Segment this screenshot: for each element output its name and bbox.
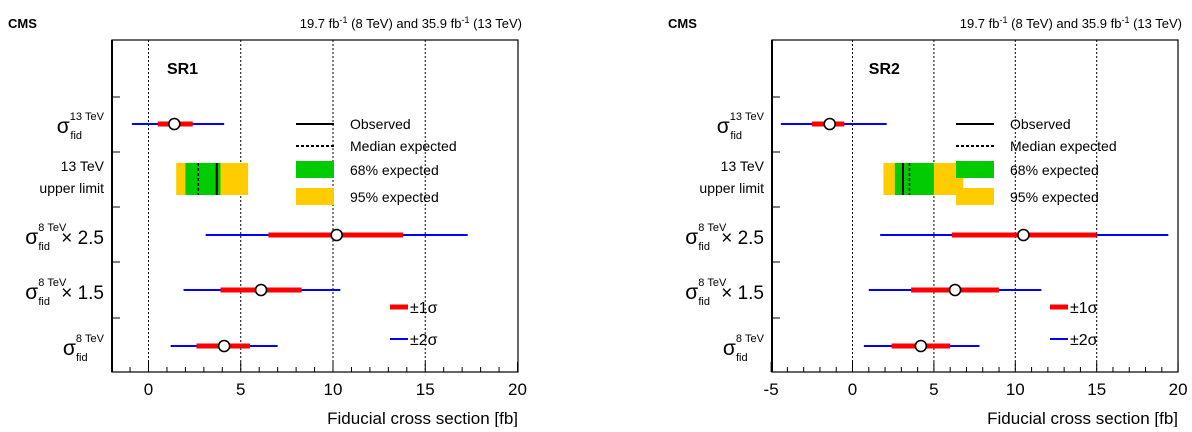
- legend-band95-swatch: [956, 188, 994, 205]
- x-tick-label: 0: [143, 380, 154, 399]
- legend-band95-label: 95% expected: [1010, 189, 1099, 205]
- legend-band68-swatch: [956, 161, 994, 178]
- plot-frame: [112, 40, 518, 372]
- legend-median-label: Median expected: [1010, 138, 1117, 154]
- row-label-suffix: × 1.5: [61, 283, 104, 304]
- row-label-sup: 8 TeV: [38, 222, 67, 234]
- legend-sigma1-label: ±1σ: [1070, 300, 1098, 317]
- row-label: [63, 333, 105, 364]
- legend-observed-label: Observed: [350, 116, 411, 132]
- panel-sr1: [8, 15, 527, 427]
- central-value-marker: [169, 119, 180, 130]
- x-axis-title: Fiducial cross section [fb]: [987, 409, 1178, 427]
- row-label-sub: fid: [698, 241, 711, 253]
- row-label-sup: 8 TeV: [698, 277, 727, 289]
- lumi-label: [960, 15, 1182, 31]
- x-tick-label: 15: [1087, 380, 1107, 399]
- legend-band68-label: 68% expected: [1010, 162, 1099, 178]
- lumi-a_tail: (8 TeV) and 35.9 fb: [347, 16, 462, 31]
- lumi-a_tail: (8 TeV) and 35.9 fb: [1007, 16, 1122, 31]
- x-tick-label: 5: [929, 380, 939, 399]
- row-label-line1: 13 TeV: [60, 158, 104, 174]
- row-label: [685, 277, 764, 308]
- row-label-line2: upper limit: [39, 180, 104, 196]
- experiment-label: CMS: [8, 16, 37, 31]
- row-label-symbol: σ: [685, 226, 699, 249]
- legend-observed-label: Observed: [1010, 116, 1071, 132]
- legend-band68-label: 68% expected: [350, 162, 439, 178]
- row-label-symbol: σ: [62, 337, 76, 360]
- row-label-symbol: σ: [25, 226, 39, 249]
- legend-band68-swatch: [296, 161, 334, 178]
- x-tick-label: 10: [1005, 380, 1025, 399]
- row-label-symbol: σ: [685, 281, 699, 304]
- lumi-a_val: 19.7 fb: [299, 16, 340, 31]
- plot-frame: [772, 40, 1178, 372]
- lumi-a_val: 19.7 fb: [959, 16, 1000, 31]
- row-label-sup: 13 TeV: [729, 111, 764, 123]
- row-label-suffix: × 2.5: [721, 228, 764, 249]
- legend-band95-swatch: [296, 188, 334, 205]
- row-label: [723, 333, 765, 364]
- row-label-sub: fid: [698, 296, 711, 308]
- lumi-a_exp: -1: [999, 15, 1008, 25]
- x-tick-label: 20: [508, 380, 527, 399]
- central-value-marker: [256, 285, 267, 296]
- lumi-b_exp: -1: [1121, 15, 1130, 25]
- panel-sr2: [668, 15, 1188, 427]
- row-label-sup: 8 TeV: [75, 333, 104, 345]
- row-label-sub: fid: [38, 296, 51, 308]
- central-value-marker: [824, 119, 835, 130]
- row-label-symbol: σ: [716, 115, 730, 138]
- central-value-marker: [219, 341, 230, 352]
- band68-rect: [185, 163, 220, 195]
- row-label-sub: fid: [76, 352, 88, 364]
- lumi-b_tail: (13 TeV): [1129, 16, 1182, 31]
- row-label: [25, 222, 104, 253]
- central-value-marker: [1018, 230, 1029, 241]
- row-label-sub: fid: [70, 130, 83, 142]
- row-label-sup: 8 TeV: [38, 277, 67, 289]
- lumi-b_exp: -1: [461, 15, 470, 25]
- lumi-b_tail: (13 TeV): [469, 16, 522, 31]
- legend-median-label: Median expected: [350, 138, 457, 154]
- central-value-marker: [950, 285, 961, 296]
- x-tick-label: 20: [1168, 380, 1188, 399]
- row-label: [25, 277, 104, 308]
- row-label-symbol: σ: [722, 337, 736, 360]
- legend-sigma1-label: ±1σ: [410, 300, 438, 317]
- row-label-sub: fid: [736, 352, 748, 364]
- x-tick-label: 0: [847, 380, 858, 399]
- legend-sigma2-label: ±2σ: [410, 332, 438, 349]
- central-value-marker: [331, 230, 342, 241]
- panel-label: SR1: [166, 61, 199, 78]
- row-label-sup: 13 TeV: [69, 111, 104, 123]
- row-label: [685, 222, 764, 253]
- row-label-sub: fid: [38, 241, 51, 253]
- central-value-marker: [915, 341, 926, 352]
- lumi-a_exp: -1: [339, 15, 348, 25]
- row-label-sup: 8 TeV: [735, 333, 764, 345]
- band68-rect: [895, 163, 934, 195]
- row-label: [717, 111, 765, 142]
- row-label-line2: upper limit: [699, 180, 764, 196]
- row-label: [57, 111, 105, 142]
- legend-sigma2-label: ±2σ: [1070, 332, 1098, 349]
- x-axis-title: Fiducial cross section [fb]: [327, 409, 518, 427]
- legend-band95-label: 95% expected: [350, 189, 439, 205]
- row-label-line1: 13 TeV: [720, 158, 764, 174]
- panel-label: SR2: [868, 61, 900, 78]
- row-label-symbol: σ: [25, 281, 39, 304]
- lumi-label: [300, 15, 522, 31]
- experiment-label: CMS: [668, 16, 697, 31]
- row-label-sup: 8 TeV: [698, 222, 727, 234]
- x-tick-label: 10: [323, 380, 343, 399]
- row-label-sub: fid: [730, 130, 743, 142]
- row-label-symbol: σ: [56, 115, 70, 138]
- x-tick-label: -5: [763, 380, 779, 399]
- row-label-suffix: × 1.5: [721, 283, 764, 304]
- x-tick-label: 15: [415, 380, 435, 399]
- x-tick-label: 5: [236, 380, 246, 399]
- row-label-suffix: × 2.5: [61, 228, 104, 249]
